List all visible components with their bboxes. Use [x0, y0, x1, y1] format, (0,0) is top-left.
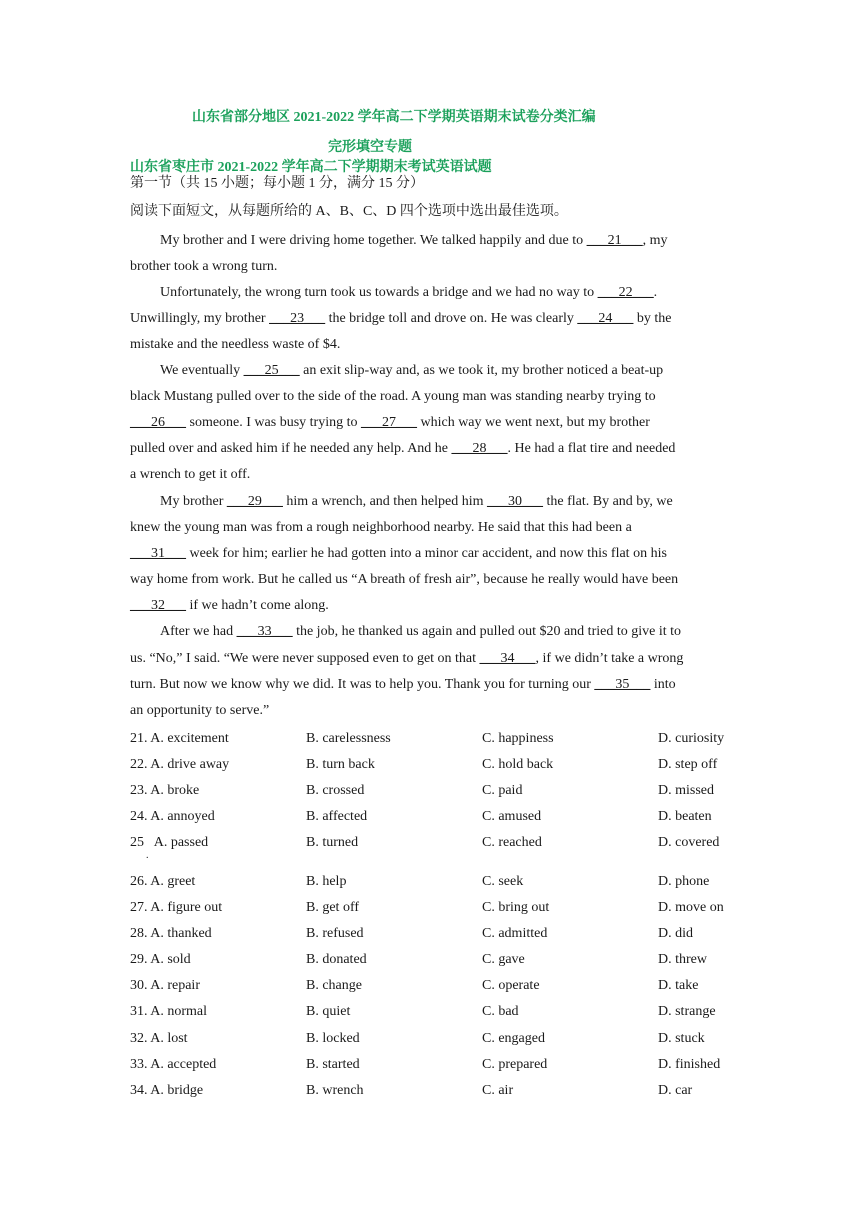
passage-line: [160, 489, 673, 515]
passage-line: [160, 358, 663, 384]
option-a: 21. A. excitement: [130, 731, 229, 746]
section-instruction: 阅读下面短文，从每题所给的 A、B、C、D 四个选项中选出最佳选项。: [130, 204, 568, 219]
passage-text: .: [653, 285, 658, 300]
blank-27: ___27___: [360, 415, 417, 430]
blank-25: ___25___: [243, 363, 300, 378]
passage-line: brother took a wrong turn.: [130, 259, 278, 274]
blank-33: ___33___: [236, 624, 293, 639]
option-d: D. move on: [658, 900, 724, 915]
option-c: C. amused: [482, 809, 542, 824]
option-d: D. curiosity: [658, 731, 725, 746]
blank-29: ___29___: [226, 494, 283, 509]
passage-text: the job, he thanked us again and pulled out $20 and tried to give it to: [292, 624, 681, 639]
blank-24: ___24___: [577, 311, 634, 326]
passage-line: knew the young man was from a rough neighborhood nearby. He said that this had been a: [130, 520, 632, 535]
option-a: 24. A. annoyed: [130, 809, 215, 824]
blank-22: ___22___: [597, 285, 654, 300]
option-d: D. missed: [658, 783, 714, 798]
passage-line: mistake and the needless waste of $4.: [130, 337, 341, 352]
passage-text: turn. But now we know why we did. It was to help you. Thank you for turning our: [130, 677, 595, 692]
passage-text: , my: [642, 233, 668, 248]
option-d: D. car: [658, 1083, 693, 1098]
option-d: D. phone: [658, 874, 710, 889]
passage-line: [130, 593, 329, 619]
passage-line: [130, 541, 667, 567]
option-c: C. hold back: [482, 757, 554, 772]
passage-line: [160, 619, 681, 645]
option-b: B. turn back: [306, 757, 375, 772]
option-c: C. engaged: [482, 1031, 545, 1046]
passage-line: black Mustang pulled over to the side of the road. A young man was standing nearby trying to: [130, 389, 656, 404]
passage-text: an exit slip-way and, as we took it, my brother noticed a beat-up: [299, 363, 664, 378]
option-d: D. threw: [658, 952, 707, 967]
option-b: B. donated: [306, 952, 367, 967]
blank-21: ___21___: [586, 233, 643, 248]
option-b: B. started: [306, 1057, 360, 1072]
option-b: B. help: [306, 874, 347, 889]
passage-line: [130, 306, 672, 332]
passage-line: an opportunity to serve.”: [130, 703, 270, 718]
passage-line: [130, 436, 675, 462]
option-c: C. bad: [482, 1004, 519, 1019]
option-c: C. air: [482, 1083, 514, 1098]
option-a: 23. A. broke: [130, 783, 200, 798]
option-a: 32. A. lost: [130, 1031, 188, 1046]
section-heading: 第一节（共 15 小题；每小题 1 分，满分 15 分）: [130, 176, 424, 191]
option-b: B. refused: [306, 926, 364, 941]
option-d: D. step off: [658, 757, 718, 772]
option-a: 26. A. greet: [130, 874, 196, 889]
passage-line: a wrench to get it off.: [130, 467, 251, 482]
blank-28: ___28___: [451, 441, 508, 456]
option-d: D. strange: [658, 1004, 716, 1019]
passage-text: which way we went next, but my brother: [416, 415, 650, 430]
option-c: C. paid: [482, 783, 523, 798]
option-c: C. reached: [482, 835, 542, 850]
passage-text: someone. I was busy trying to: [186, 415, 361, 430]
blank-30: ___30___: [487, 494, 543, 509]
option-d: D. finished: [658, 1057, 721, 1072]
option-c: C. operate: [482, 978, 540, 993]
option-d: D. stuck: [658, 1031, 705, 1046]
option-a: 25 A. passed: [130, 835, 209, 850]
exam-title: 山东省枣庄市 2021-2022 学年高二下学期期末考试英语试题: [130, 160, 492, 175]
passage-text: by the: [633, 311, 672, 326]
passage-text: pulled over and asked him if he needed any help. And he: [130, 441, 452, 456]
passage-text: the bridge toll and drove on. He was clearly: [325, 311, 578, 326]
passage-text: , if we didn’t take a wrong: [535, 651, 684, 666]
option-c: C. gave: [482, 952, 525, 967]
option-c: C. admitted: [482, 926, 548, 941]
option-b: B. wrench: [306, 1083, 364, 1098]
option-c: C. happiness: [482, 731, 554, 746]
option-c: C. prepared: [482, 1057, 548, 1072]
option-a: 31. A. normal: [130, 1004, 207, 1019]
option-d: D. did: [658, 926, 693, 941]
passage-text: . He had a flat tire and needed: [507, 441, 676, 456]
passage-text: Unfortunately, the wrong turn took us towards a bridge and we had no way to: [160, 285, 598, 300]
option-b: B. crossed: [306, 783, 365, 798]
passage-line: [160, 280, 657, 306]
option-d: D. beaten: [658, 809, 712, 824]
passage-line: [130, 410, 650, 436]
passage-text: My brother and I were driving home together. We talked happily and due to: [160, 233, 587, 248]
passage-text: us. “No,” I said. “We were never supposed even to get on that: [130, 651, 480, 666]
option-b: B. affected: [306, 809, 368, 824]
option-a: 30. A. repair: [130, 978, 200, 993]
passage-line: [130, 672, 676, 698]
option-a: 22. A. drive away: [130, 757, 230, 772]
blank-26: ___26___: [130, 415, 186, 430]
option-b: B. carelessness: [306, 731, 391, 746]
passage-text: My brother: [160, 494, 227, 509]
passage-line: [160, 228, 668, 254]
passage-text: him a wrench, and then helped him: [282, 494, 487, 509]
question-25-dot: .: [146, 850, 149, 861]
option-d: D. covered: [658, 835, 720, 850]
option-b: B. get off: [306, 900, 360, 915]
option-a: 28. A. thanked: [130, 926, 212, 941]
passage-text: Unwillingly, my brother: [130, 311, 270, 326]
option-c: C. seek: [482, 874, 524, 889]
blank-31: ___31___: [130, 546, 186, 561]
option-c: C. bring out: [482, 900, 550, 915]
option-b: B. turned: [306, 835, 359, 850]
option-b: B. quiet: [306, 1004, 351, 1019]
blank-32: ___32___: [130, 598, 186, 613]
option-d: D. take: [658, 978, 699, 993]
passage-text: if we hadn’t come along.: [186, 598, 329, 613]
passage-text: week for him; earlier he had gotten into a minor car accident, and now this flat on his: [186, 546, 667, 561]
blank-34: ___34___: [479, 651, 536, 666]
blank-23: ___23___: [269, 311, 326, 326]
passage-text: We eventually: [160, 363, 244, 378]
option-a: 34. A. bridge: [130, 1083, 204, 1098]
passage-line: [130, 646, 683, 672]
passage-text: After we had: [160, 624, 237, 639]
document-title: 山东省部分地区 2021-2022 学年高二下学期英语期末试卷分类汇编: [192, 110, 596, 125]
option-a: 27. A. figure out: [130, 900, 223, 915]
option-b: B. change: [306, 978, 362, 993]
option-b: B. locked: [306, 1031, 360, 1046]
option-a: 33. A. accepted: [130, 1057, 217, 1072]
option-a: 29. A. sold: [130, 952, 191, 967]
blank-35: ___35___: [594, 677, 651, 692]
passage-text: the flat. By and by, we: [543, 494, 673, 509]
document-subtitle: 完形填空专题: [328, 140, 412, 155]
passage-line: way home from work. But he called us “A breath of fresh air”, because he really would have been: [130, 572, 679, 587]
passage-text: into: [650, 677, 676, 692]
